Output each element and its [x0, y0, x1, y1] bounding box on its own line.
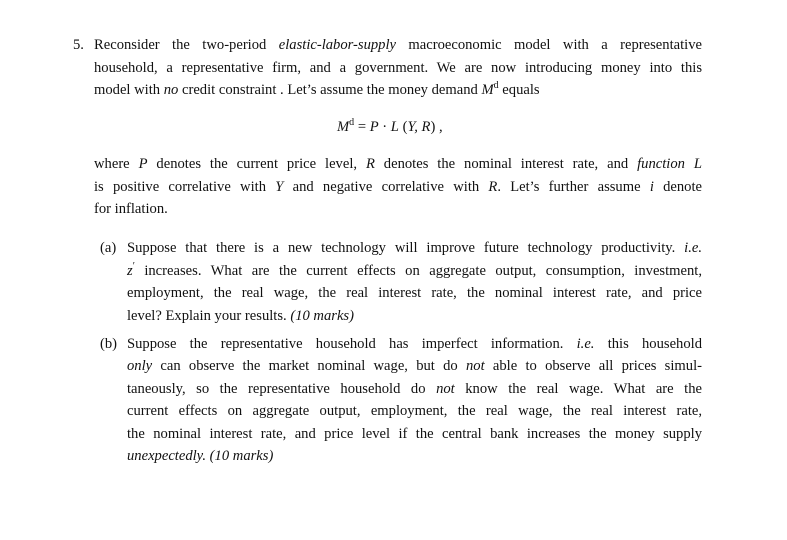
- superscript-text: d: [349, 117, 355, 128]
- where-line: is positive correlative with Y and negative correlative with R. Let’s further assume i denote: [94, 179, 703, 195]
- part-a-line: employment, the real wage, the real interest rate, the nominal interest rate, and price: [127, 285, 702, 301]
- intro-line: Reconsider the two-period elastic-labor-supply macroeconomic model with a representative: [94, 37, 702, 53]
- question-number: 5.: [73, 37, 84, 53]
- italic-text: i.e.: [684, 240, 702, 256]
- where-line: where P denotes the current price level, R denotes the nominal interest rate, and function L: [94, 156, 702, 172]
- italic-text: i.e.: [576, 336, 595, 352]
- italic-text: not: [436, 381, 455, 397]
- part-b-line: only can observe the market nominal wage, but do not able to observe all prices simul-: [127, 358, 702, 374]
- money-demand-equation: $M^d = P \cdot L$ (Y, R) ,: [337, 117, 443, 135]
- intro-line: model with no credit constraint . Let’s assume the money demand $M^d$ equals: [94, 80, 540, 98]
- part-b-line: Suppose the representative household has imperfect information. i.e. this household: [127, 336, 702, 352]
- italic-text: Y, R: [407, 119, 431, 135]
- italic-text: L: [390, 119, 399, 135]
- italic-text: R: [488, 179, 498, 195]
- italic-text: P: [138, 156, 148, 172]
- italic-text: P: [369, 119, 379, 135]
- part-b-label: (b): [100, 336, 118, 352]
- intro-line: household, a representative firm, and a government. We are now introducing money into this: [94, 60, 702, 76]
- part-b-line: taneously, so the representative household do not know the real wage. What are the: [127, 381, 702, 397]
- italic-text: Y: [275, 179, 284, 195]
- italic-text: only: [127, 358, 153, 374]
- italic-text: i: [649, 179, 654, 195]
- part-b-line: current effects on aggregate output, employment, the real wage, the real interest rate,: [127, 403, 702, 419]
- italic-text: unexpectedly.: [127, 448, 207, 464]
- italic-text: M: [337, 119, 350, 135]
- part-a-line: Suppose that there is a new technology will improve future technology productivity. i.e.: [127, 240, 702, 256]
- where-line: for inflation.: [94, 201, 168, 217]
- part-a-line: level? Explain your results. (10 marks): [127, 308, 354, 324]
- italic-text: (10 marks): [290, 308, 354, 324]
- part-a-label: (a): [100, 240, 117, 256]
- italic-text: M: [481, 82, 494, 98]
- italic-text: z: [127, 263, 133, 279]
- italic-text: function L: [637, 156, 702, 172]
- italic-text: not: [465, 358, 485, 374]
- superscript-text: d: [493, 80, 499, 91]
- superscript-text: ′: [132, 261, 135, 272]
- italic-text: R: [365, 156, 375, 172]
- italic-text: no: [163, 82, 179, 98]
- part-a-line: z′ increases. What are the current effects on aggregate output, consumption, investment,: [127, 261, 702, 279]
- part-b-line: the nominal interest rate, and price level if the central bank increases the money supply: [127, 426, 702, 442]
- italic-text: elastic-labor-supply: [278, 37, 396, 53]
- italic-text: (10 marks): [209, 448, 274, 464]
- part-b-line: [127, 447, 273, 465]
